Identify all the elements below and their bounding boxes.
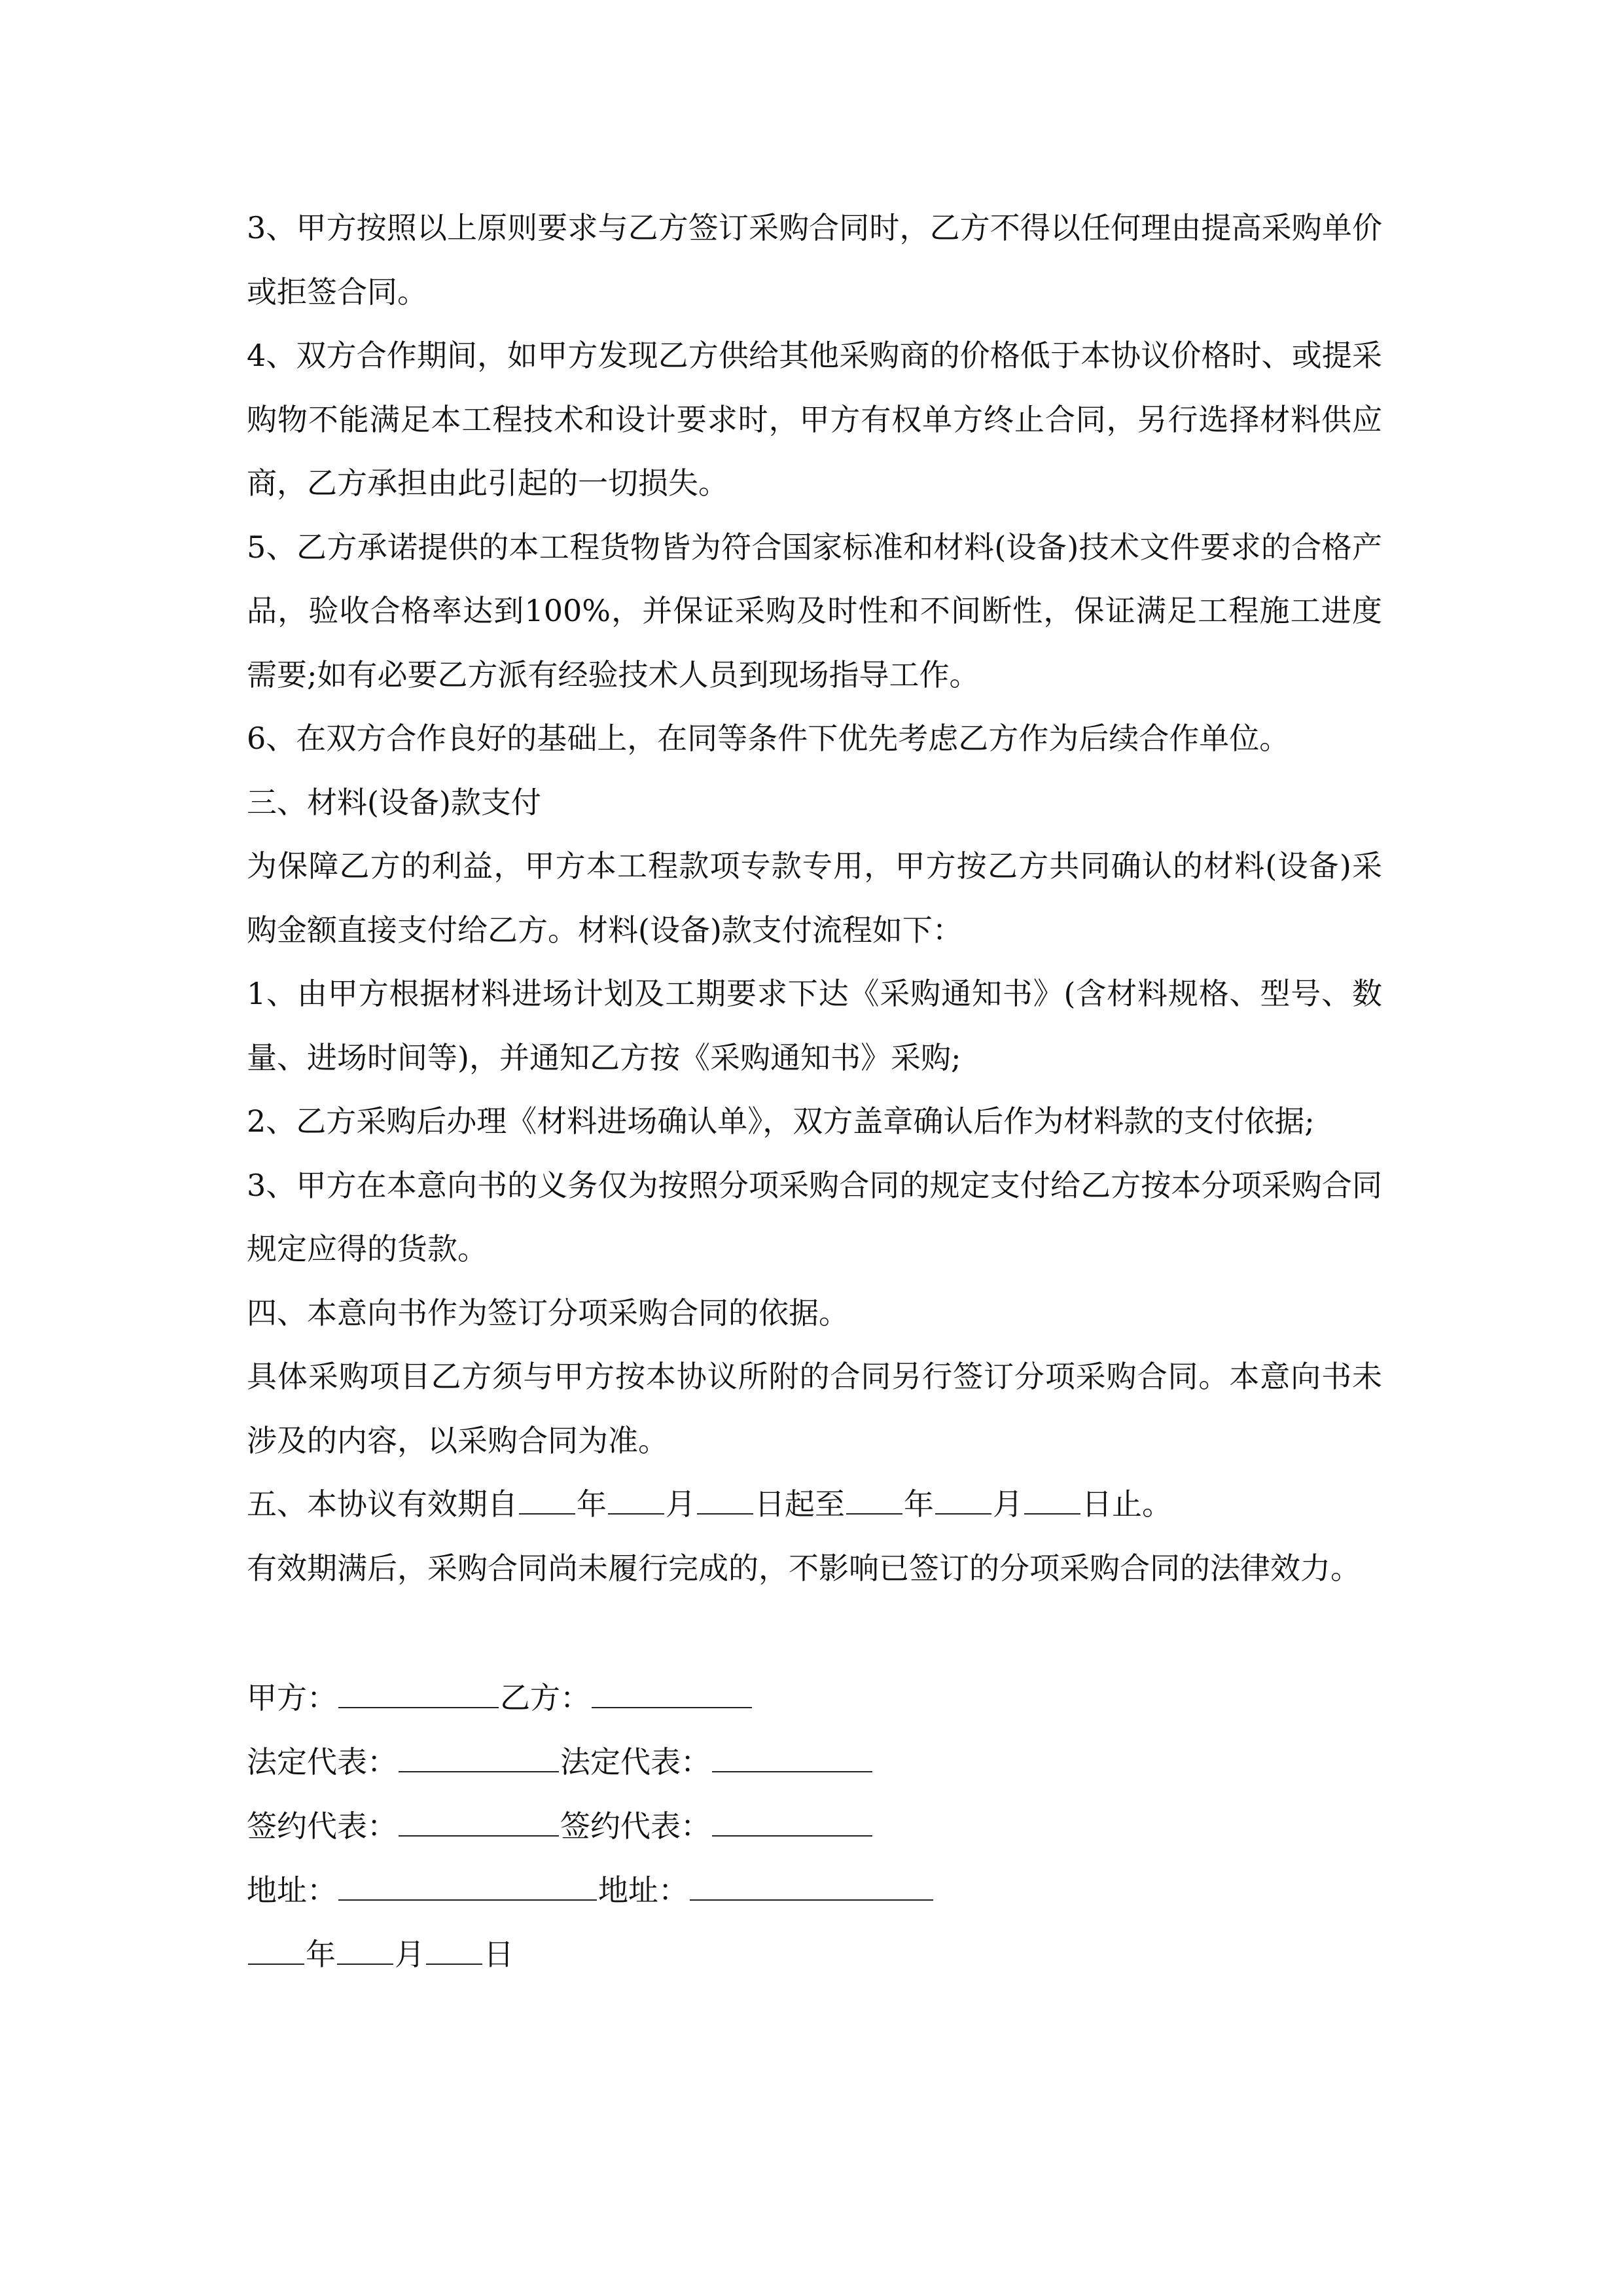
party-a-label: 甲方： [247,1680,337,1715]
signature-address-line [247,1873,935,1908]
address-a-label: 地址： [247,1873,337,1908]
paragraph-payment-step-1: 1、由甲方根据材料进场计划及工期要求下达《采购通知书》(含材料规格、型号、数量、进场时间等)，并通知乙方按《采购通知书》采购; [247,976,1382,1075]
validity-year-1: 年 [577,1486,607,1522]
validity-month-2: 月 [993,1486,1023,1522]
paragraph-validity-note: 有效期满后，采购合同尚未履行完成的，不影响已签订的分项采购合同的法律效力。 [247,1550,1361,1586]
blank-start-year [519,1487,575,1515]
blank-end-month [935,1487,991,1515]
date-year-blank [248,1937,304,1965]
signature-party-line [247,1681,753,1713]
validity-prefix: 五、本协议有效期自 [247,1486,518,1522]
paragraph-clause-5-quality: 5、乙方承诺提供的本工程货物皆为符合国家标准和材料(设备)技术文件要求的合格产品，验收合格率达到100%，并保证采购及时性和不间断性，保证满足工程施工进度需要;如有必要乙方派有经验技术人员到现场指导工作。 [247,529,1382,692]
blank-start-day [697,1487,753,1515]
date-day-label: 日 [484,1937,514,1972]
signature-legal-rep-line [247,1744,874,1780]
body-text [247,196,1382,1600]
party-a-blank [338,1681,499,1708]
blank-end-year [846,1487,902,1515]
address-a-blank [338,1873,597,1901]
paragraph-clause-6-priority: 6、在双方合作良好的基础上，在同等条件下优先考虑乙方作为后续合作单位。 [247,721,1290,756]
validity-period-line [247,1473,1382,1537]
paragraph-payment-intro: 为保障乙方的利益，甲方本工程款项专款专用，甲方按乙方共同确认的材料(设备)采购金额直接支付给乙方。材料(设备)款支付流程如下： [247,848,1382,948]
sign-rep-b-blank [712,1809,872,1837]
blank-end-day [1024,1487,1080,1515]
sign-rep-a-blank [399,1809,559,1837]
signature-date-line [247,1937,514,1972]
paragraph-payment-step-3: 3、甲方在本意向书的义务仅为按照分项采购合同的规定支付给乙方按本分项采购合同规定应得的货款。 [247,1167,1382,1266]
validity-month-1: 月 [666,1486,696,1522]
paragraph-payment-step-2: 2、乙方采购后办理《材料进场确认单》，双方盖章确认后作为材料款的支付依据; [247,1103,1315,1139]
date-month-blank [337,1937,393,1965]
blank-start-month [608,1487,664,1515]
paragraph-clause-3-price: 3、甲方按照以上原则要求与乙方签订采购合同时，乙方不得以任何理由提高采购单价或拒签合同。 [247,210,1382,310]
date-year-label: 年 [306,1937,336,1972]
address-b-blank [690,1873,933,1901]
party-b-label: 乙方： [500,1680,590,1715]
date-day-blank [426,1937,482,1965]
legal-rep-a-label: 法定代表： [247,1744,397,1780]
sign-rep-a-label: 签约代表： [247,1808,397,1844]
legal-rep-b-label: 法定代表： [560,1744,711,1780]
legal-rep-b-blank [712,1745,872,1772]
party-b-blank [592,1681,752,1708]
section-heading-payment: 三、材料(设备)款支付 [247,784,541,820]
validity-year-2: 年 [904,1486,934,1522]
date-month-label: 月 [395,1937,425,1972]
validity-day-1: 日起至 [755,1486,845,1522]
validity-day-2: 日止。 [1082,1486,1172,1522]
paragraph-clause-4-cooperation: 4、双方合作期间，如甲方发现乙方供给其他采购商的价格低于本协议价格时、或提采购物不能满足本工程技术和设计要求时，甲方有权单方终止合同，另行选择材料供应商，乙方承担由此引起的一切损失。 [247,338,1382,501]
section-heading-basis: 四、本意向书作为签订分项采购合同的依据。 [247,1295,849,1331]
legal-rep-a-blank [399,1745,559,1772]
paragraph-basis-detail: 具体采购项目乙方须与甲方按本协议所附的合同另行签订分项采购合同。本意向书未涉及的内容，以采购合同为准。 [247,1359,1382,1458]
signature-sign-rep-line [247,1808,874,1844]
sign-rep-b-label: 签约代表： [560,1808,711,1844]
address-b-label: 地址： [598,1873,688,1908]
